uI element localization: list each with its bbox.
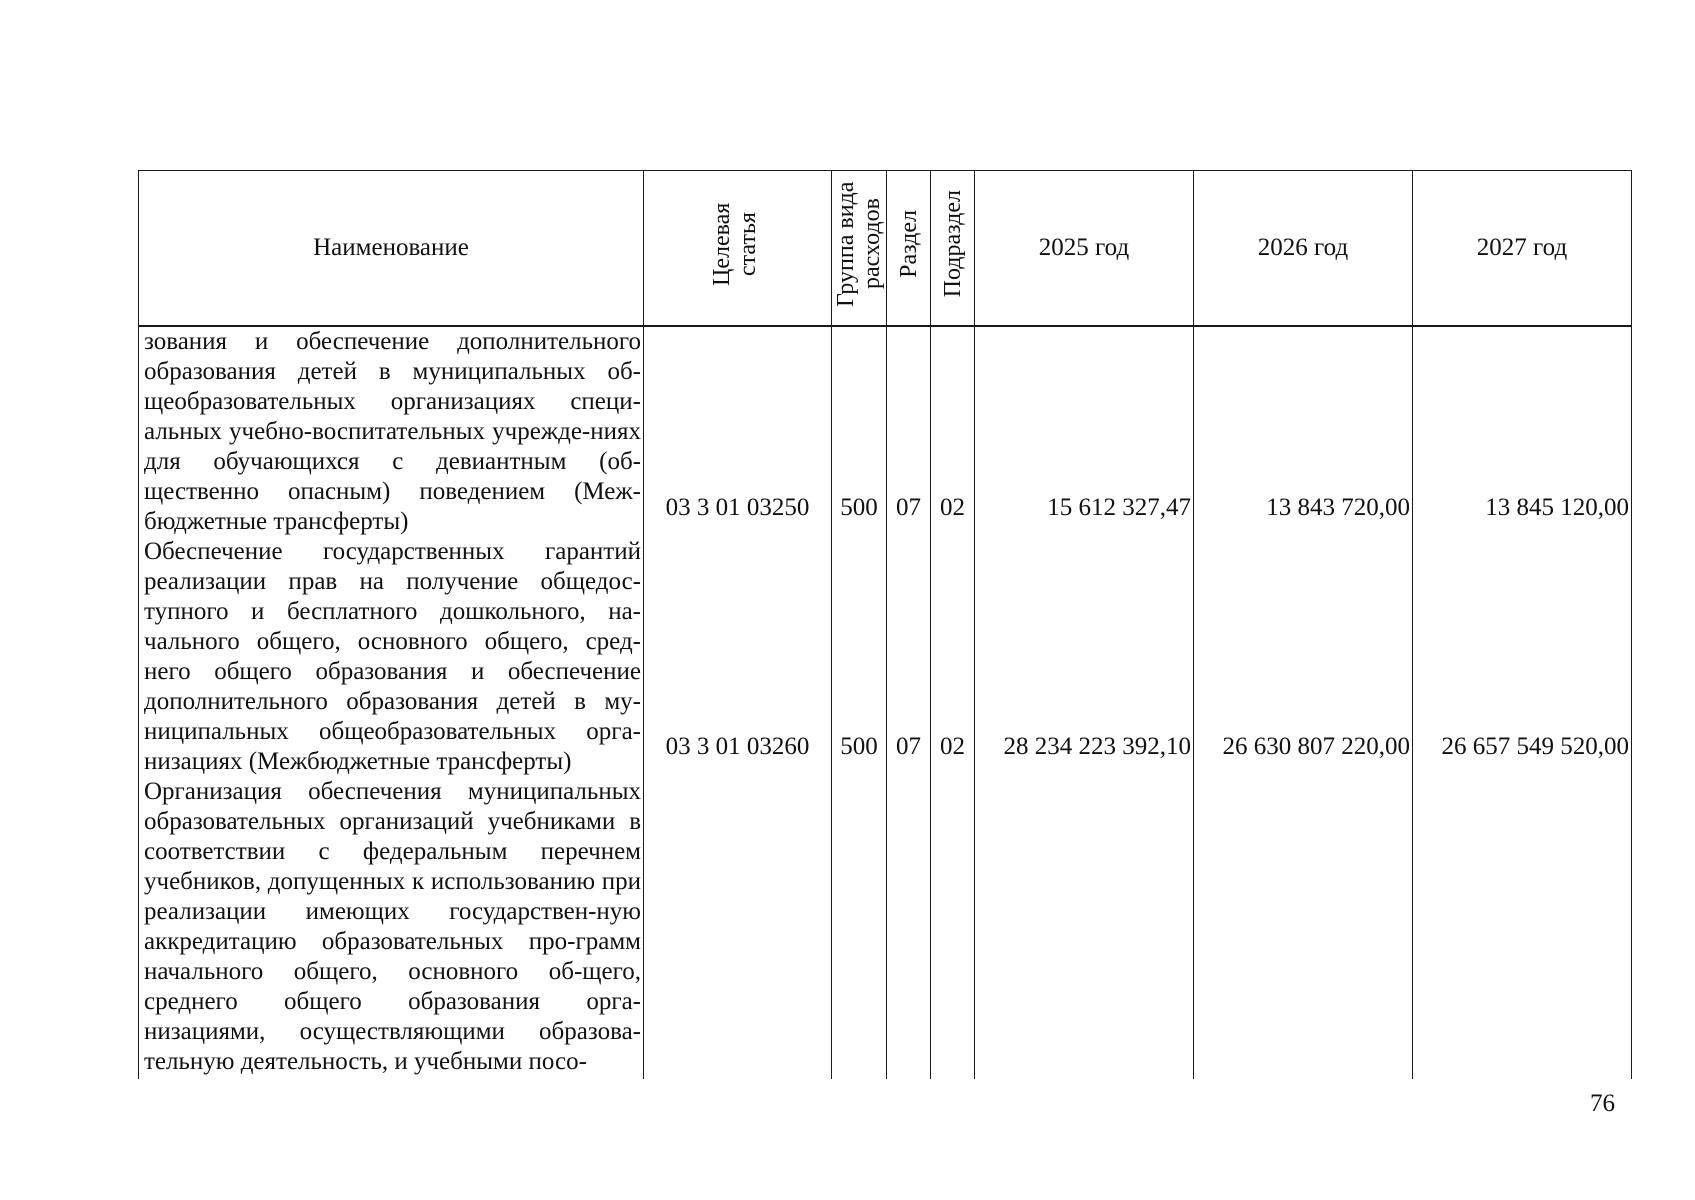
table-row — [139, 326, 1632, 1079]
table-header-row — [139, 171, 1632, 327]
header-section: Раздел — [887, 171, 931, 327]
subsection-column-cell — [931, 326, 975, 1079]
row-1-subsection: 02 — [940, 494, 965, 521]
row-1-target: 03 3 01 03250 — [665, 494, 810, 521]
year-2027-column-cell — [1413, 326, 1632, 1079]
row-1-year-2025: 15 612 327,47 — [1047, 494, 1191, 521]
header-expense-group: Группа вида расходов — [832, 171, 887, 327]
header-year-2025: 2025 год — [975, 171, 1194, 327]
row-1-expense-group: 500 — [840, 494, 878, 521]
target-column-cell — [644, 326, 832, 1079]
budget-table — [138, 170, 1632, 1079]
header-year-2026: 2026 год — [1194, 171, 1413, 327]
expense-group-column-cell — [832, 326, 887, 1079]
row-2-year-2025: 28 234 223 392,10 — [1003, 733, 1191, 760]
section-column-cell — [887, 326, 931, 1079]
row-2-expense-group: 500 — [840, 733, 878, 760]
row-2-year-2027: 26 657 549 520,00 — [1441, 733, 1629, 760]
year-2025-column-cell — [975, 326, 1194, 1079]
row-2-subsection: 02 — [940, 733, 965, 760]
row-2-year-2026: 26 630 807 220,00 — [1222, 733, 1410, 760]
row-1-year-2026: 13 843 720,00 — [1266, 494, 1410, 521]
header-subsection: Подраздел — [931, 171, 975, 327]
row-name-3: Организация обеспечения муниципальных образовательных организаций учебниками в соответствии с федеральным перечнем учебников, допущенных к использованию при реализации имеющих государствен-ную аккредитацию образовательных про-грамм начального общего, основного об-щего, среднего общего образования орга-низациями, осуществляющими образова-тельную деятельность, и учебными посо- — [144, 778, 641, 1075]
header-name: Наименование — [139, 171, 644, 327]
header-target-article: Целевая статья — [644, 171, 832, 327]
row-2-target: 03 3 01 03260 — [665, 733, 810, 760]
row-2-section: 07 — [896, 733, 921, 760]
page-number: 76 — [1590, 1090, 1615, 1117]
row-1-year-2027: 13 845 120,00 — [1485, 494, 1629, 521]
row-name-2: Обеспечение государственных гарантий реализации прав на получение общедос-тупного и бесплатного дошкольного, на-чального общего, основного общего, сред-него общего образования и обеспечение дополнительного образования детей в му-ниципальных общеобразовательных орга-низациях (Межбюджетные трансферты) — [144, 538, 641, 775]
row-1-section: 07 — [896, 494, 921, 521]
row-name-1: зования и обеспечение дополнительного образования детей в муниципальных об-щеобразовательных организациях специ-альных учебно-воспитательных учрежде-ниях для обучающихся с девиантным (об-щественно опасным) поведением (Меж-бюджетные трансферты) — [144, 328, 641, 535]
year-2026-column-cell — [1194, 326, 1413, 1079]
name-column-cell — [139, 326, 644, 1079]
header-year-2027: 2027 год — [1413, 171, 1632, 327]
